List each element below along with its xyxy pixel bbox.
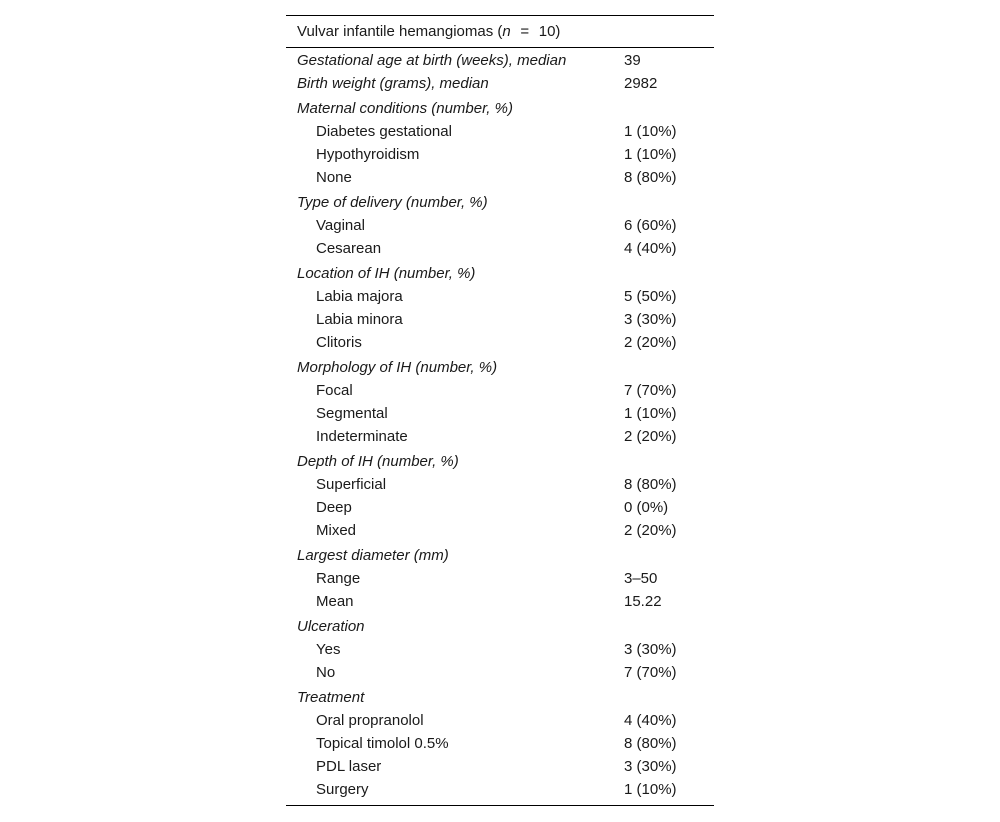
row-label: Diabetes gestational xyxy=(316,123,452,140)
row-value: 2 (20%) xyxy=(624,522,677,539)
table-row xyxy=(286,166,714,189)
row-label: None xyxy=(316,169,352,186)
row-label: Cesarean xyxy=(316,240,382,257)
table-row xyxy=(286,425,714,448)
table-row xyxy=(286,567,714,590)
row-label: Labia minora xyxy=(316,311,403,328)
row-label: Vaginal xyxy=(316,217,365,234)
row-label: Type of delivery (number, %) xyxy=(297,194,488,211)
table-row xyxy=(286,402,714,425)
row-label: Segmental xyxy=(316,405,388,422)
row-value: 6 (60%) xyxy=(624,217,677,234)
header-count: 10 xyxy=(538,23,556,40)
row-value: 1 (10%) xyxy=(624,405,677,422)
header-n: n xyxy=(502,23,511,40)
row-label: Maternal conditions (number, %) xyxy=(297,100,513,117)
row-value: 7 (70%) xyxy=(624,382,677,399)
row-value: 2 (20%) xyxy=(624,334,677,351)
row-label: Oral propranolol xyxy=(316,712,424,729)
table-row xyxy=(286,661,714,684)
data-table xyxy=(286,15,714,806)
table-section-row xyxy=(286,262,714,285)
row-value: 1 (10%) xyxy=(624,781,677,798)
row-label: Yes xyxy=(316,641,341,658)
table-section-row xyxy=(286,686,714,709)
row-label: Gestational age at birth (weeks), median xyxy=(297,52,567,69)
table-section-row xyxy=(286,450,714,473)
row-label: Birth weight (grams), median xyxy=(297,75,489,92)
row-label: Topical timolol 0.5% xyxy=(316,735,449,752)
row-value: 39 xyxy=(624,52,641,69)
header-equals: = xyxy=(520,23,530,40)
row-label: Mean xyxy=(316,593,354,610)
row-label: PDL laser xyxy=(316,758,382,775)
table-row xyxy=(286,285,714,308)
row-label: Location of IH (number, %) xyxy=(297,265,476,282)
table-header xyxy=(286,16,714,48)
table-bottom-rule xyxy=(286,805,714,806)
header-prefix: Vulvar infantile hemangiomas ( xyxy=(297,23,503,40)
row-label: Hypothyroidism xyxy=(316,146,420,163)
row-value: 4 (40%) xyxy=(624,240,677,257)
table-row xyxy=(286,237,714,260)
row-label: Ulceration xyxy=(297,618,365,635)
row-value: 8 (80%) xyxy=(624,735,677,752)
table-row xyxy=(286,709,714,732)
row-label: Largest diameter (mm) xyxy=(297,547,449,564)
row-label: Range xyxy=(316,570,361,587)
table-row xyxy=(286,473,714,496)
row-label: Treatment xyxy=(297,689,365,706)
table-row xyxy=(286,120,714,143)
table-body xyxy=(286,48,714,801)
row-value: 2 (20%) xyxy=(624,428,677,445)
row-value: 3 (30%) xyxy=(624,311,677,328)
table-row xyxy=(286,755,714,778)
row-value: 1 (10%) xyxy=(624,123,677,140)
row-value: 3 (30%) xyxy=(624,758,677,775)
row-label: Labia majora xyxy=(316,288,403,305)
row-label: Surgery xyxy=(316,781,369,798)
row-label: No xyxy=(316,664,336,681)
table-row xyxy=(286,379,714,402)
table-section-row xyxy=(286,191,714,214)
row-label: Focal xyxy=(316,382,353,399)
table-section-row xyxy=(286,615,714,638)
row-value: 1 (10%) xyxy=(624,146,677,163)
row-label: Mixed xyxy=(316,522,357,539)
row-value: 8 (80%) xyxy=(624,169,677,186)
row-value: 0 (0%) xyxy=(624,499,669,516)
row-label: Deep xyxy=(316,499,352,516)
table-row xyxy=(286,778,714,801)
row-value: 7 (70%) xyxy=(624,664,677,681)
table-row xyxy=(286,638,714,661)
table-row xyxy=(286,308,714,331)
row-label: Clitoris xyxy=(316,334,362,351)
row-label: Depth of IH (number, %) xyxy=(297,453,459,470)
row-value: 2982 xyxy=(624,75,658,92)
table-row xyxy=(286,331,714,354)
table-section-row xyxy=(286,97,714,120)
row-value: 3–50 xyxy=(624,570,658,587)
table-row xyxy=(286,590,714,613)
row-value: 8 (80%) xyxy=(624,476,677,493)
header-suffix: ) xyxy=(555,23,561,40)
row-value: 3 (30%) xyxy=(624,641,677,658)
row-value: 5 (50%) xyxy=(624,288,677,305)
table-row xyxy=(286,143,714,166)
table-section-row xyxy=(286,544,714,567)
row-label: Superficial xyxy=(316,476,387,493)
table-row xyxy=(286,214,714,237)
table-row xyxy=(286,496,714,519)
table-row xyxy=(286,519,714,542)
table-row xyxy=(286,732,714,755)
row-value: 4 (40%) xyxy=(624,712,677,729)
table-section-row xyxy=(286,49,714,72)
row-label: Morphology of IH (number, %) xyxy=(297,359,498,376)
table-section-row xyxy=(286,72,714,95)
table-section-row xyxy=(286,356,714,379)
row-value: 15.22 xyxy=(624,593,662,610)
row-label: Indeterminate xyxy=(316,428,408,445)
